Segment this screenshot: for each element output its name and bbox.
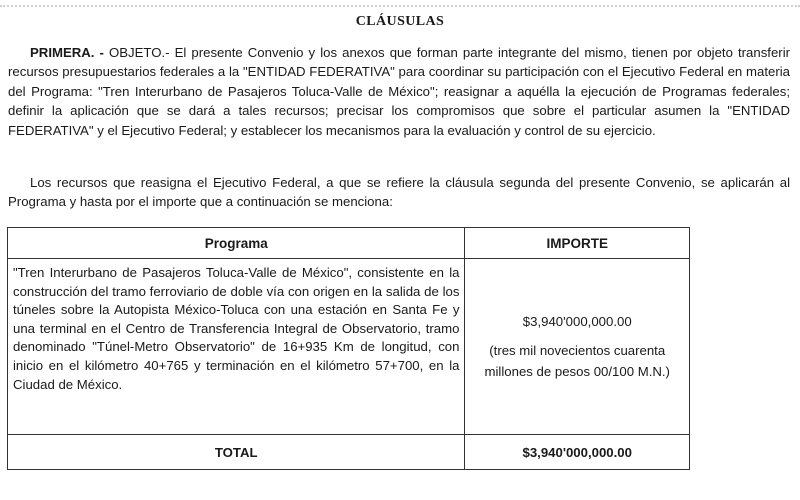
amount-cell [465,259,690,435]
clause-primera-label: PRIMERA. - [30,45,104,60]
header-importe: IMPORTE [465,228,690,259]
amount-in-words: (tres mil novecientos cuarenta millones de pesos 00/100 M.N.) [484,343,670,379]
table-header-row [8,228,690,259]
section-heading: CLÁUSULAS [355,14,445,29]
resources-paragraph [8,173,790,212]
table-row [8,259,690,435]
amount-value: $3,940'000,000.00 [522,314,632,329]
total-value: $3,940'000,000.00 [465,435,690,470]
clause-primera-text: OBJETO.- El presente Convenio y los anexos que forman parte integrante del mismo, tienen por objeto transferir recursos presupuestarios federales a la "ENTIDAD FEDERATIVA" para coordinar su participación con el Ejecutivo Federal en materia del Programa: "Tren Interurbano de Pasajeros Toluca-Valle de México"; reasignar a aquélla la ejecución de Programas federales; definir la aplicación que se dará a tales recursos; precisar los compromisos que sobre el particular asumen la "ENTIDAD FEDERATIVA" y el Ejecutivo Federal; y establecer los mecanismos para la evaluación y control de su ejercicio. [8,45,791,138]
header-programa: Programa [8,228,465,259]
program-amount-table [7,227,690,470]
resources-text: Los recursos que reasigna el Ejecutivo Federal, a que se refiere la cláusula segunda del presente Convenio, se aplicarán al Programa y hasta por el importe que a continuación se menciona: [8,175,790,210]
total-label: TOTAL [8,435,465,470]
clause-primera-paragraph [8,43,790,140]
program-description-cell: "Tren Interurbano de Pasajeros Toluca-Valle de México", consistente en la construcción del tramo ferroviario de doble vía con origen en la salida de los túneles sobre la Autopista México-Toluca con una estación en Santa Fe y una terminal en el Centro de Transferencia Integral de Observatorio, tramo denominado "Túnel-Metro Observatorio" de 16+935 Km de longitud, con inicio en el kilómetro 40+765 y terminación en el kilómetro 57+700, en la Ciudad de México. [8,259,465,435]
top-cut-text-line [0,0,800,7]
table-total-row [8,435,690,470]
